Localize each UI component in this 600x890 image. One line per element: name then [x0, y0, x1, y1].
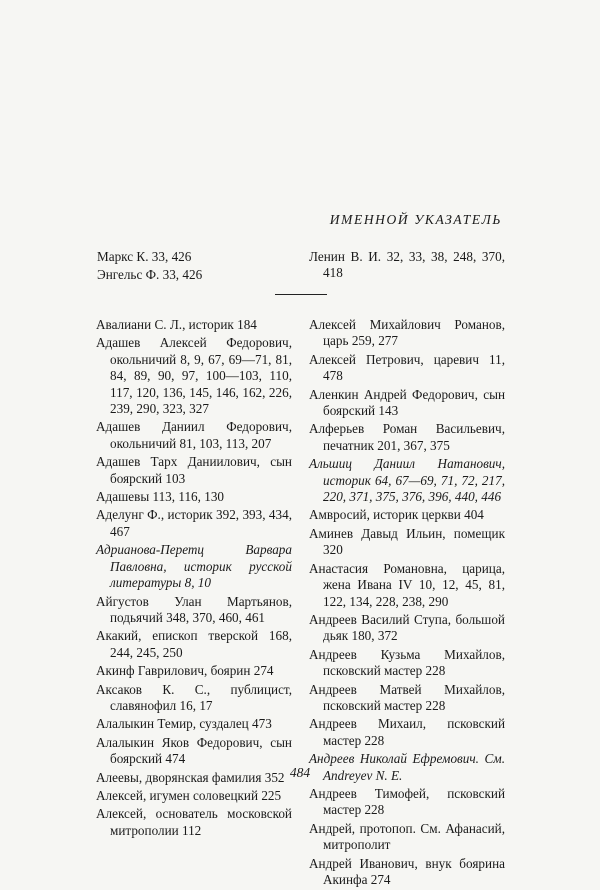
index-entry: Адашев Алексей Федорович, окольничий 8, 9, 67, 69—71, 81, 84, 89, 90, 97, 100—103, 110, 117, 120, 136, 145, 146, 162, 226, 239, 290, 323, 327: [96, 335, 292, 417]
index-entry: Ленин В. И. 32, 33, 38, 248, 370, 418: [309, 249, 505, 281]
index-entry: Айгустов Улан Мартьянов, подьячий 348, 370, 460, 461: [96, 593, 292, 625]
index-entry: Амвросий, историк церкви 404: [309, 507, 484, 523]
index-entry: Алалыкин Темир, суздалец 473: [96, 716, 272, 732]
index-entry: Акакий, епископ тверской 168, 244, 245, 250: [96, 628, 292, 660]
index-entry: Аленкин Андрей Федорович, сын боярский 143: [309, 386, 505, 419]
index-entry: Андрей, протопоп. См. Афанасий, митрополит: [309, 820, 505, 853]
index-heading: ИМЕННОЙ УКАЗАТЕЛЬ: [329, 212, 502, 227]
index-entry: Алексей, основатель московской митрополии 112: [96, 806, 292, 838]
page-number: 484: [289, 765, 311, 780]
index-entry: Маркс К. 33, 426: [97, 249, 192, 264]
index-entry: Алалыкин Яков Федорович, сын боярский 474: [96, 734, 292, 767]
top-entries-right: [309, 249, 505, 284]
index-entry: Андреев Николай Ефремович. См. Andreyev N. E.: [309, 751, 505, 783]
top-entries-left: [97, 249, 293, 286]
index-entry: Андреев Матвей Михайлов, псковский мастер 228: [309, 681, 505, 713]
index-entry: Адрианова-Перетц Варвара Павловна, историк русской литературы 8, 10: [96, 542, 292, 591]
index-entry: Андрей Иванович, внук боярина Акинфа 274: [309, 855, 505, 887]
index-entry: Аделунг Ф., историк 392, 393, 434, 467: [96, 507, 292, 539]
index-entry: Алексей Петрович, царевич 11, 478: [309, 351, 505, 384]
index-entry: Авалиани С. Л., историк 184: [96, 317, 257, 332]
index-column-right: [309, 317, 505, 890]
index-entry: Алферьев Роман Васильевич, печатник 201, 367, 375: [309, 421, 505, 453]
index-entry: Аксаков К. С., публицист, славянофил 16, 17: [96, 681, 292, 713]
index-entry: Андреев Михаил, псковский мастер 228: [309, 716, 505, 748]
index-entry: Аминев Давыд Ильин, помещик 320: [309, 525, 505, 558]
index-entry: Андреев Василий Ступа, большой дьяк 180, 372: [309, 611, 505, 644]
index-entry: Алеевы, дворянская фамилия 352: [96, 769, 285, 785]
index-entry: Андреев Кузьма Михайлов, псковский мастер 228: [309, 646, 505, 679]
section-divider: [275, 294, 327, 295]
index-entry: Акинф Гаврилович, боярин 274: [96, 663, 274, 679]
index-entry: Адашевы 113, 116, 130: [96, 489, 225, 505]
index-entry: Адашев Даниил Федорович, окольничий 81, 103, 113, 207: [96, 419, 292, 451]
index-column-left: [96, 317, 292, 841]
index-entry: Андреев Тимофей, псковский мастер 228: [309, 785, 505, 818]
index-entry: Энгельс Ф. 33, 426: [97, 267, 203, 283]
index-entry: Анастасия Романовна, царица, жена Ивана IV 10, 12, 45, 81, 122, 134, 228, 238, 290: [309, 560, 505, 609]
index-entry: Алексей, игумен соловецкий 225: [96, 787, 282, 803]
index-entry: Алексей Михайлович Романов, царь 259, 277: [309, 317, 505, 349]
index-entry: Альшиц Даниил Натанович, историк 64, 67—69, 71, 72, 217, 220, 371, 375, 376, 396, 440, 446: [309, 456, 505, 505]
index-entry: Адашев Тарх Даниилович, сын боярский 103: [96, 454, 292, 486]
